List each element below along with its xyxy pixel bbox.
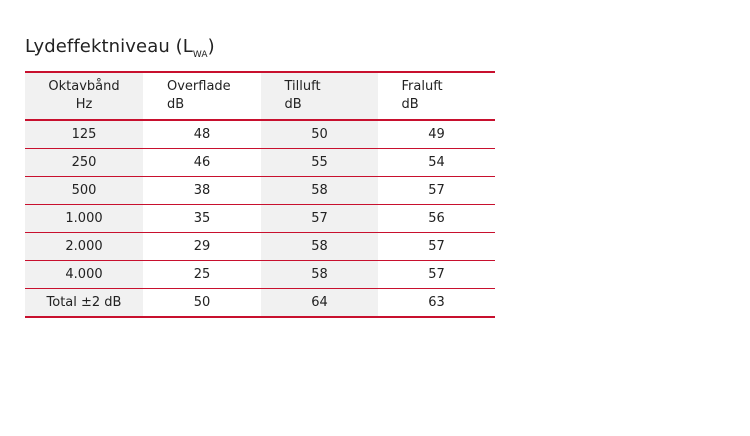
table-cell: 58 (261, 177, 378, 204)
table-row (25, 177, 495, 205)
table-row-total (25, 289, 495, 318)
table-cell: 50 (193, 295, 211, 310)
table-cell: 55 (261, 149, 378, 176)
page-title: Lydeffektniveau $(L_{WA})$ (25, 36, 215, 60)
table-cell: 250 (25, 149, 143, 176)
header-octave-band: Oktavbånd Hz (25, 73, 143, 119)
table-cell: 57 (261, 205, 378, 232)
table-cell: 48 (193, 127, 211, 142)
table-cell: 50 (261, 121, 378, 148)
table-cell: 58 (261, 261, 378, 288)
table-cell: 46 (193, 155, 211, 170)
title-subscript: WA (192, 50, 208, 60)
header-supply-air: Tilluft dB (261, 73, 378, 119)
table-cell: 2.000 (25, 233, 143, 260)
table-cell: Total ±2 dB (25, 289, 143, 316)
table-cell: 4.000 (25, 261, 143, 288)
table-cell: 25 (193, 267, 211, 282)
table-cell: 1.000 (25, 205, 143, 232)
table-cell: 500 (25, 177, 143, 204)
table-row (25, 205, 495, 233)
table-cell: 49 (428, 127, 445, 142)
table-cell: 29 (193, 239, 211, 254)
sound-power-table (25, 71, 495, 318)
header-surface: Overflade dB (167, 79, 231, 112)
table-row (25, 121, 495, 149)
table-cell: 54 (428, 155, 445, 170)
table-row (25, 233, 495, 261)
table-cell: 38 (193, 183, 211, 198)
table-cell: 57 (428, 267, 445, 282)
table-cell: 56 (428, 211, 445, 226)
table-cell: 125 (25, 121, 143, 148)
table-cell: 57 (428, 239, 445, 254)
table-row (25, 261, 495, 289)
table-cell: 63 (428, 295, 445, 310)
table-row (25, 149, 495, 177)
header-extract-air: Fraluft dB (401, 79, 443, 112)
table-cell: 64 (261, 289, 378, 316)
table-cell: 58 (261, 233, 378, 260)
table-cell: 57 (428, 183, 445, 198)
table-header-row (25, 71, 495, 121)
table-cell: 35 (193, 211, 211, 226)
